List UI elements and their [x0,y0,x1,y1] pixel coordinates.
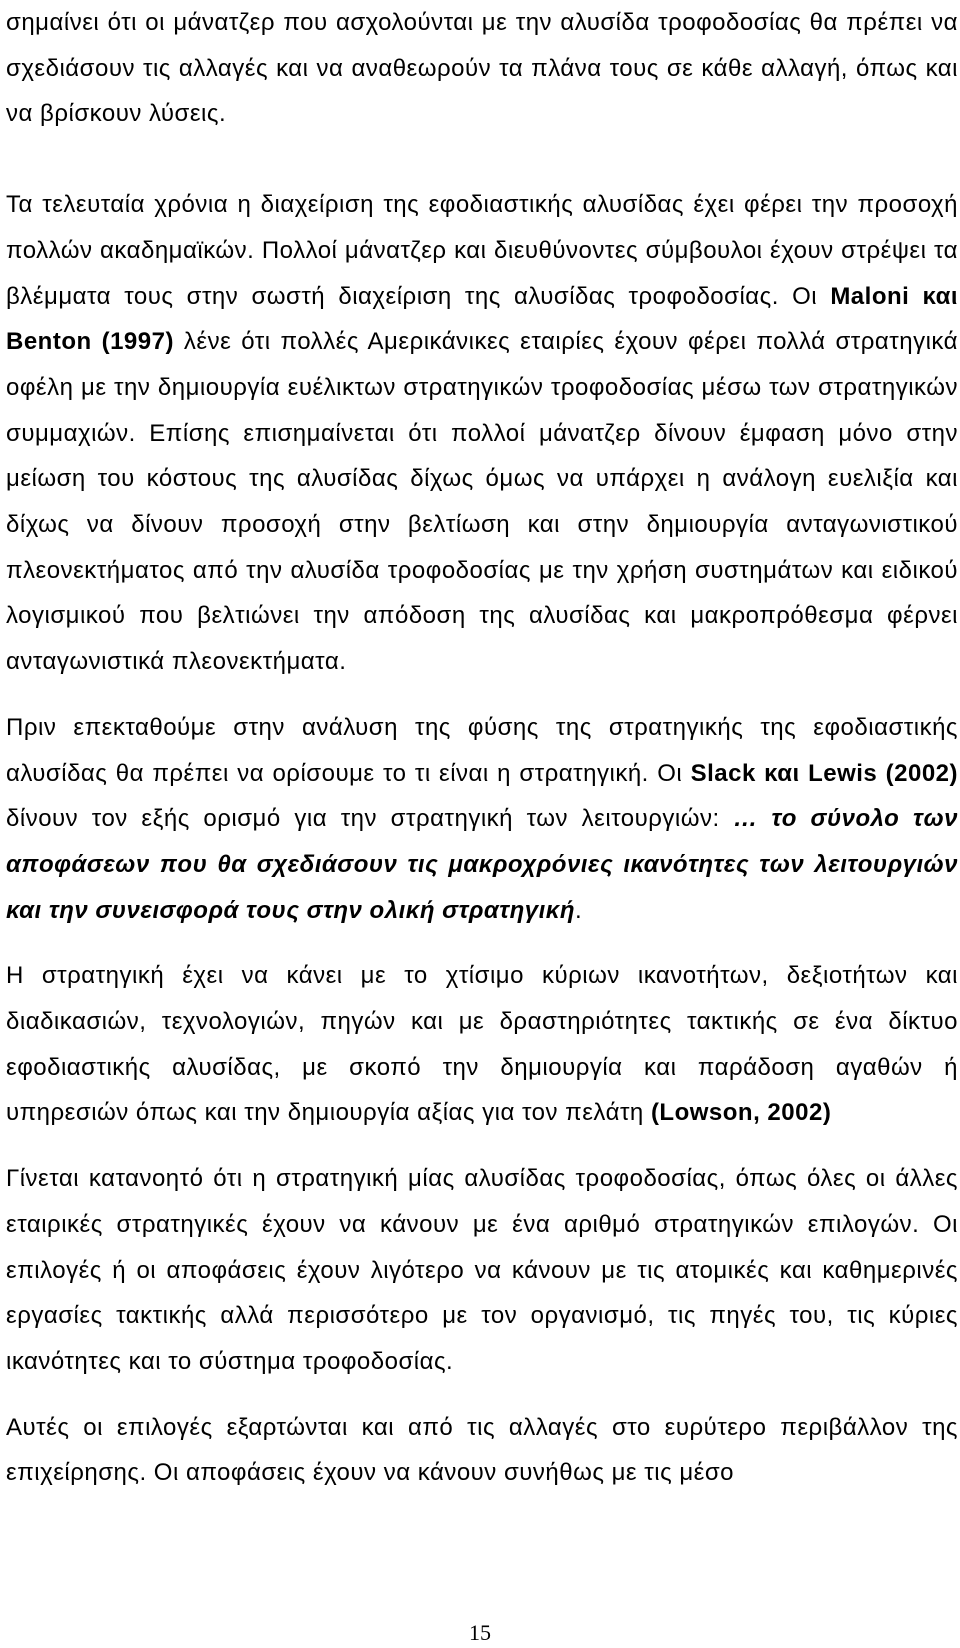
paragraph: Αυτές οι επιλογές εξαρτώνται και από τις αλλαγές στο ευρύτερο περιβάλλον της επιχείρησης. Οι αποφάσεις έχουν να κάνουν συνήθως με τις μέσο [6,1413,958,1487]
paragraph-text: λένε ότι πολλές Αμερικάνικες εταιρίες έχουν φέρει πολλά στρατηγικά οφέλη με την δημιουργία ευέλικτων στρατηγικών τροφοδοσίας μέσω των στρατηγικών συμμαχιών. Επίσης επισημαίνεται ότι πολλοί μάνατζερ δίνουν έμφαση μόνο στην μείωση του κόστους της αλυσίδας δίχως όμως να υπάρχει η ανάλογη ευελιξία και δίχως να δίνουν προσοχή στην βελτίωση και στην δημιουργία ανταγωνιστικού πλεονεκτήματος από την αλυσίδα τροφοδοσίας με την χρήση συστημάτων και ειδικού λογισμικού που βελτιώνει την απόδοση της αλυσίδας και μακροπρόθεσμα φέρνει ανταγωνιστικά πλεονεκτήματα. [6,328,959,676]
paragraph-text: . [575,896,583,924]
document-body [6,0,958,1496]
definition-quote: … το σύνολο των αποφάσεων που θα σχεδιάσουν τις μακροχρόνιες ικανότητες των λειτουργιών και την συνεισφορά τους στην ολική στρατηγική [6,805,958,924]
paragraph [6,182,958,685]
paragraph [6,953,958,1136]
paragraph-text: δίνουν τον εξής ορισμό για την στρατηγική των λειτουργιών: [6,805,734,833]
paragraph-text: Τα τελευταία χρόνια η διαχείριση της εφοδιαστικής αλυσίδας έχει φέρει την προσοχή πολλών ακαδημαϊκών. Πολλοί μάνατζερ και διευθύνοντες σύμβουλοι έχουν στρέψει τα βλέμματα τους στην σωστή διαχείριση της αλυσίδας τροφοδοσίας. Οι [6,191,958,310]
page-number: 15 [469,1620,491,1645]
paragraph [6,705,958,934]
paragraph-text: Πριν επεκταθούμε στην ανάλυση της φύσης της στρατηγικής της εφοδιαστικής αλυσίδας θα πρέπει να ορίσουμε το τι είναι η στρατηγική. Οι [6,713,958,787]
citation: Maloni και Benton (1997) [6,282,959,356]
paragraph: σημαίνει ότι οι μάνατζερ που ασχολούνται με την αλυσίδα τροφοδοσίας θα πρέπει να σχεδιάσουν τις αλλαγές και να αναθεωρούν τα πλάνα τους σε κάθε αλλαγή, όπως και να βρίσκουν λύσεις. [6,9,958,128]
paragraph-text: Η στρατηγική έχει να κάνει με το χτίσιμο κύριων ικανοτήτων, δεξιοτήτων και διαδικασιών, τεχνολογιών, πηγών και με δραστηριότητες τακτικής σε ένα δίκτυο εφοδιαστικής αλυσίδας, με σκοπό την δημιουργία και παράδοση αγαθών ή υπηρεσιών όπως και την δημιουργία αξίας για τον πελάτη [6,962,958,1127]
paragraph: Γίνεται κατανοητό ότι η στρατηγική μίας αλυσίδας τροφοδοσίας, όπως όλες οι άλλες εταιρικές στρατηγικές έχουν να κάνουν με ένα αριθμό στρατηγικών επιλογών. Οι επιλογές ή οι αποφάσεις έχουν λιγότερο να κάνουν με τις ατομικές και καθημερινές εργασίες τακτικής αλλά περισσότερο με τον οργανισμό, τις πηγές του, τις κύριες ικανότητες και το σύστημα τροφοδοσίας. [6,1165,958,1375]
citation: (Lowson, 2002) [650,1099,832,1127]
citation: Slack και Lewis (2002) [690,759,959,787]
